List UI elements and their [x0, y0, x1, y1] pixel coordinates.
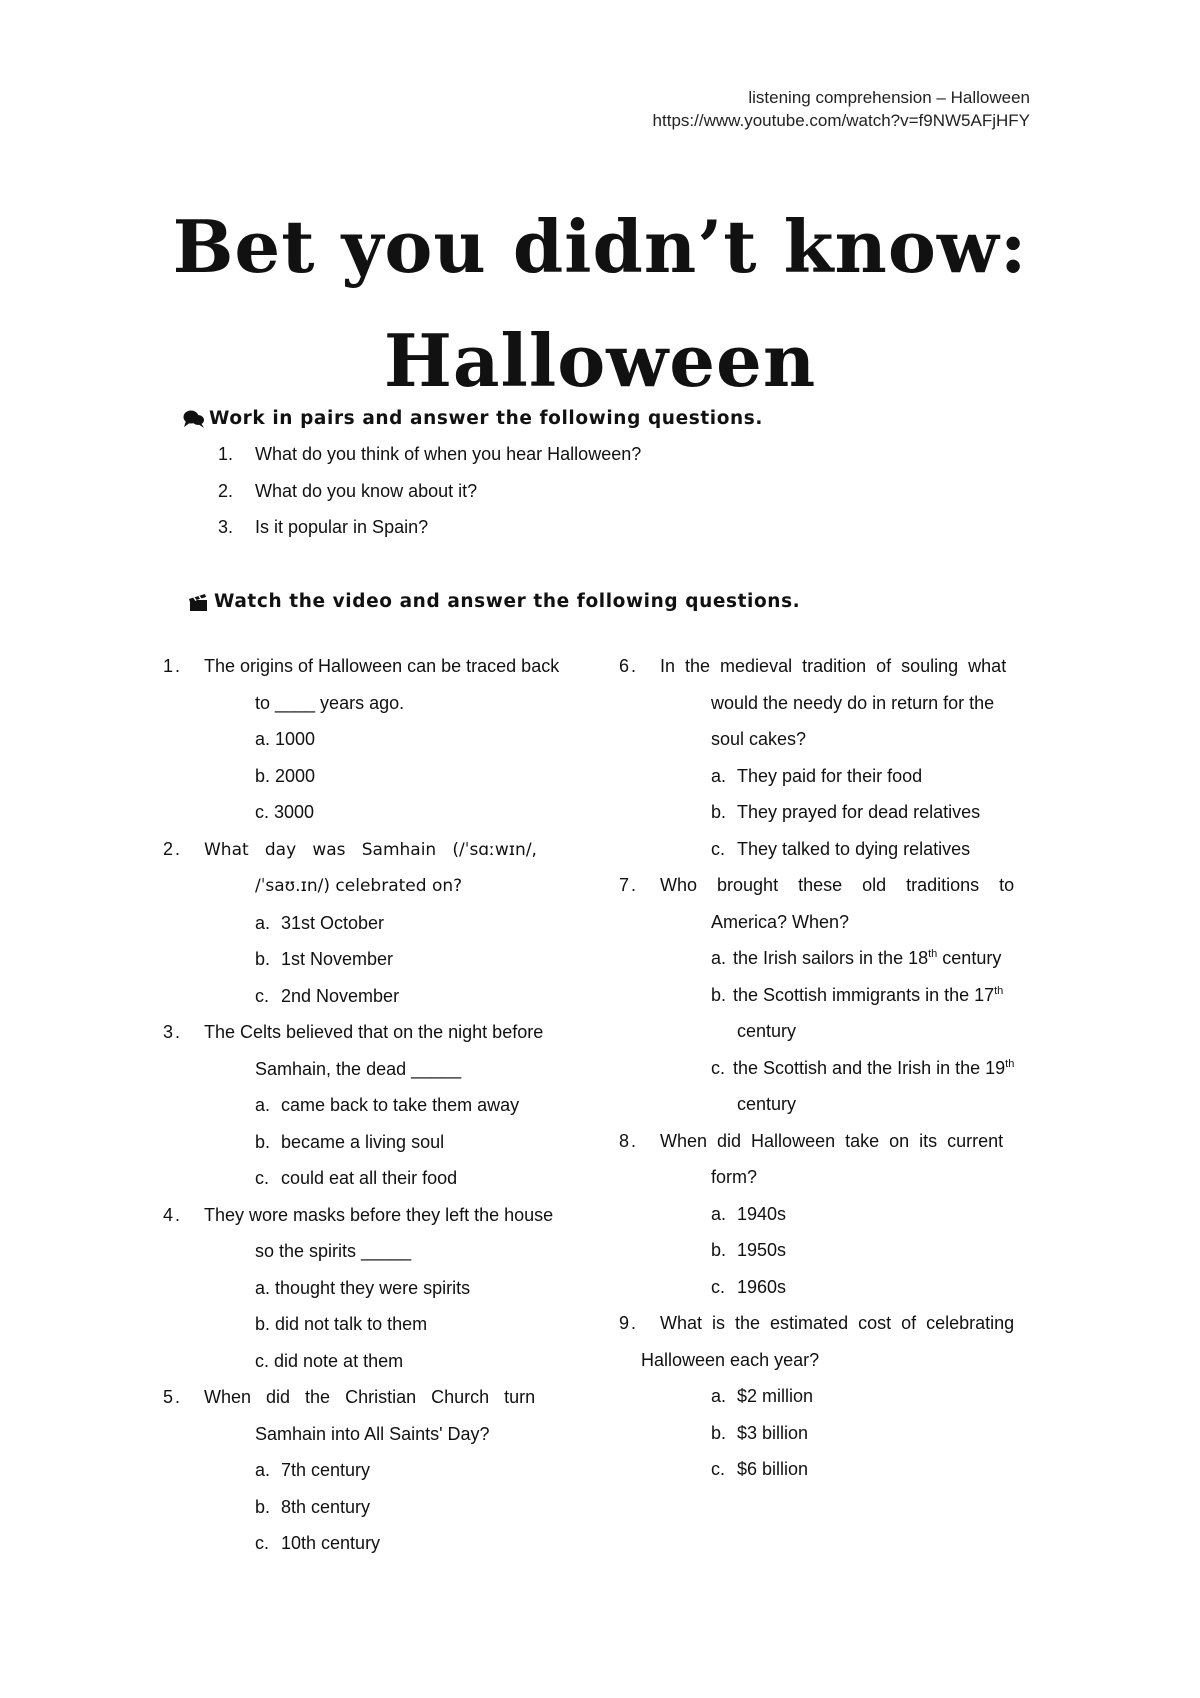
- questions-left-column: [163, 648, 566, 1562]
- option-c: c. the Scottish and the Irish in the 19th: [711, 1057, 1015, 1078]
- option-b: b. did not talk to them: [255, 1314, 428, 1334]
- title-line-1: Bet you didn’t know:: [172, 204, 1028, 289]
- question-8: 8. When did Halloween take on its current form? a. 1940s b. 1950s c. 1960s: [619, 1123, 1022, 1306]
- header-subject: listening comprehension – Halloween: [748, 88, 1030, 107]
- option-c: c. 3000: [255, 802, 315, 822]
- option-c: c. 10th century: [255, 1533, 381, 1553]
- questions-right-column: [619, 648, 1022, 1488]
- option-a: a. 7th century: [255, 1460, 371, 1480]
- question-9: 9. What is the estimated cost of celebrating Halloween each year? a. $2 million b. $3 billion c. $6 billion: [619, 1305, 1022, 1488]
- list-item: 3. Is it popular in Spain?: [218, 517, 429, 537]
- option-a: a. 1000: [255, 729, 316, 749]
- option-b: b. They prayed for dead relatives: [711, 802, 981, 822]
- option-c-continued: century: [737, 1094, 797, 1114]
- question-7: 7. Who brought these old traditions to America? When? a. the Irish sailors in the 18th century b. the Scottish immigrants in the 17th century c. the Scottish and the Irish in the 19th century: [619, 867, 1022, 1123]
- option-c: c. They talked to dying relatives: [711, 838, 971, 859]
- option-b: b. 1st November: [255, 949, 394, 969]
- question-3: 3. The Celts believed that on the night before Samhain, the dead _____ a. came back to take them away b. became a living soul c. could eat all their food: [163, 1014, 566, 1197]
- title-line-2: Halloween: [383, 318, 817, 403]
- warmup-heading: [183, 408, 763, 429]
- option-a: a. thought they were spirits: [255, 1277, 471, 1298]
- question-2: 2. What day was Samhain (/ˈsɑːwɪn/, /ˈsaʊ.ɪn/) celebrated on? a. 31st October b. 1st November c. 2nd November: [163, 831, 566, 1015]
- option-a: a. They paid for their food: [711, 765, 923, 786]
- option-a: a. 1940s: [711, 1203, 787, 1224]
- warmup-question-list: [218, 444, 641, 554]
- speech-bubbles-icon: [183, 409, 205, 429]
- option-b: b. 8th century: [255, 1496, 371, 1517]
- option-c: c. $6 billion: [711, 1459, 809, 1479]
- clapperboard-icon: [188, 592, 210, 612]
- video-heading-text: Watch the video and answer the following questions.: [214, 591, 801, 612]
- video-heading: [188, 591, 800, 612]
- option-c: c. could eat all their food: [255, 1168, 458, 1188]
- option-b: b. became a living soul: [255, 1131, 445, 1152]
- question-4: 4. They wore masks before they left the house so the spirits _____ a. thought they were spirits b. did not talk to them c. did note at them: [163, 1197, 566, 1380]
- option-a: a. the Irish sailors in the 18th century: [711, 948, 1002, 968]
- option-c: c. 1960s: [711, 1276, 787, 1297]
- option-a: a. $2 million: [711, 1386, 814, 1406]
- question-1: 1. The origins of Halloween can be traced back to ____ years ago. a. 1000 b. 2000 c. 3000: [163, 648, 566, 831]
- list-item: 1. What do you think of when you hear Halloween?: [218, 444, 642, 464]
- option-b-continued: century: [737, 1021, 797, 1041]
- document-header: [653, 86, 1030, 132]
- list-item: 2. What do you know about it?: [218, 480, 478, 501]
- option-b: b. $3 billion: [711, 1422, 809, 1443]
- option-b: b. 1950s: [711, 1240, 787, 1260]
- warmup-heading-text: Work in pairs and answer the following questions.: [209, 408, 764, 429]
- header-video-link[interactable]: https://www.youtube.com/watch?v=f9NW5AFjHFY: [652, 111, 1030, 130]
- option-c: c. did note at them: [255, 1350, 404, 1371]
- option-a: a. 31st October: [255, 912, 385, 933]
- question-6: 6. In the medieval tradition of souling what would the needy do in return for the soul cakes? a. They paid for their food b. They prayed for dead relatives c. They talked to dying relatives: [619, 648, 1022, 867]
- option-b: b. the Scottish immigrants in the 17th: [711, 984, 1004, 1005]
- option-c: c. 2nd November: [255, 985, 400, 1006]
- option-a: a. came back to take them away: [255, 1095, 520, 1115]
- question-5: 5. When did the Christian Church turn Samhain into All Saints' Day? a. 7th century b. 8th century c. 10th century: [163, 1379, 566, 1562]
- option-b: b. 2000: [255, 765, 316, 786]
